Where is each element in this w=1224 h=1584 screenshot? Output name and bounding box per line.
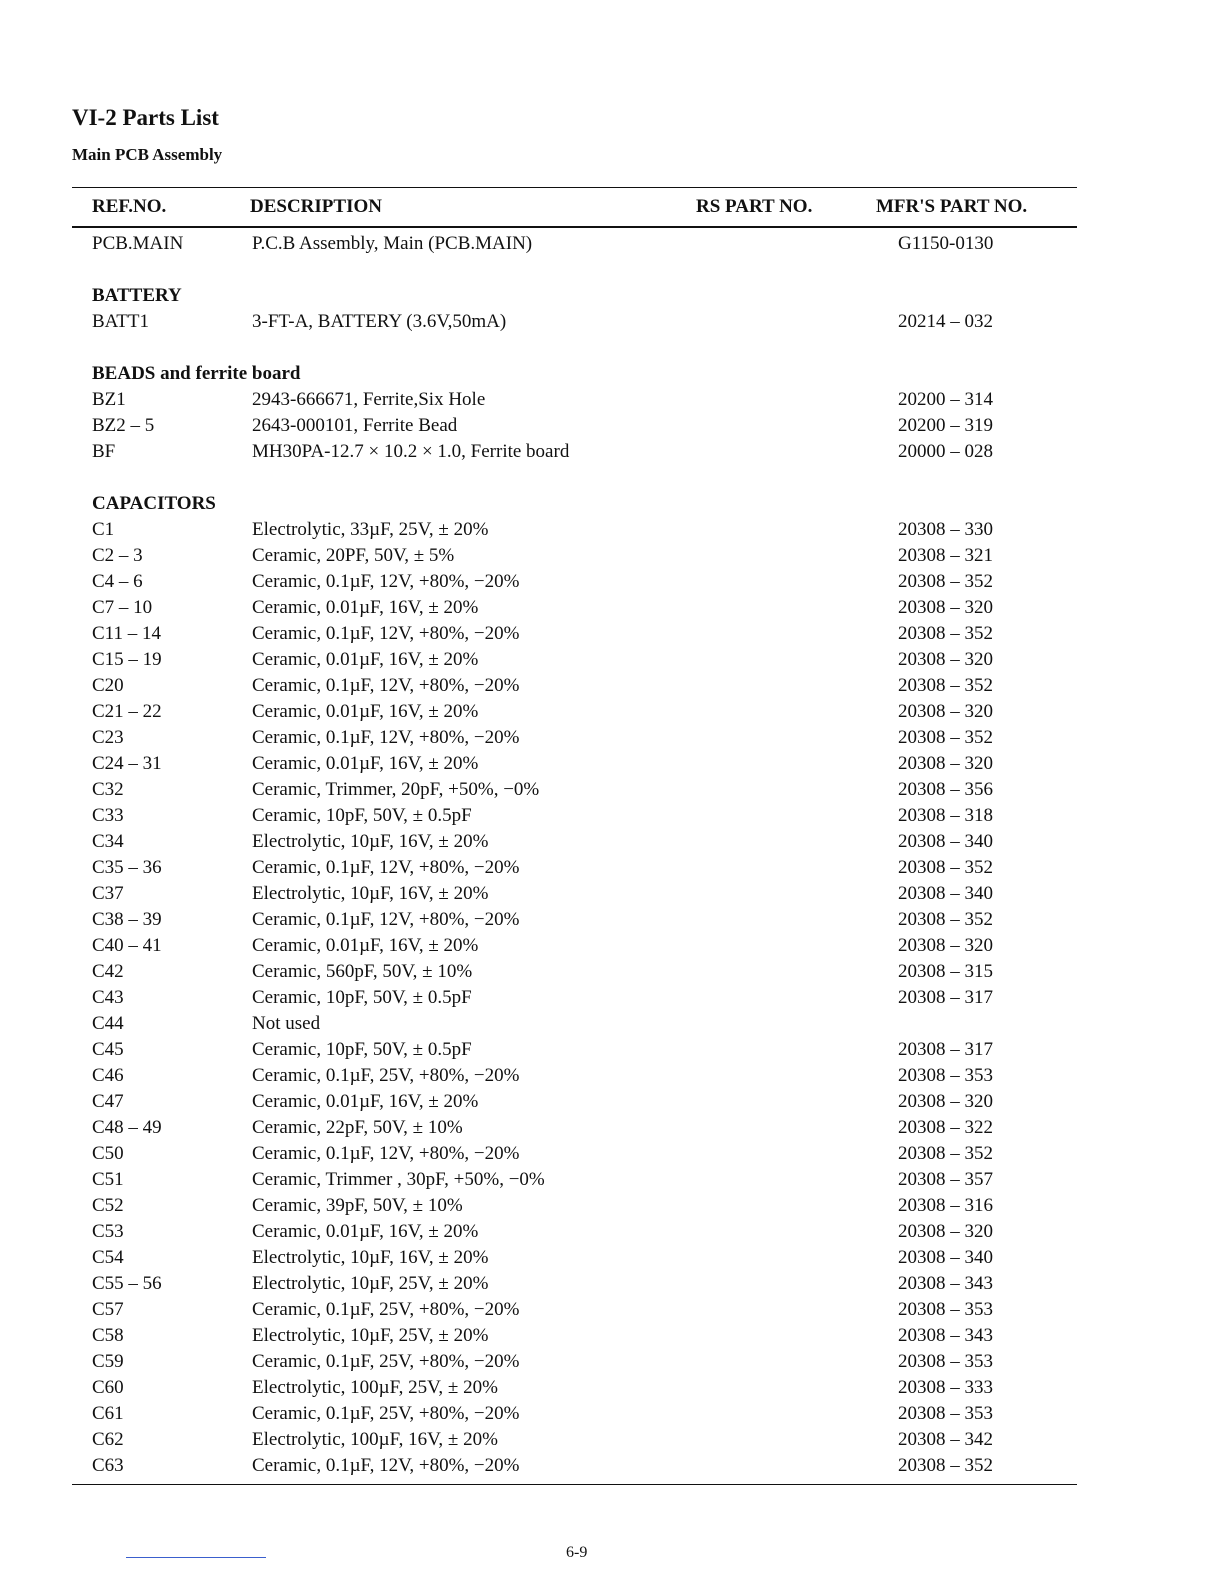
mfr-part-cell: 20308 – 352 bbox=[898, 1143, 993, 1164]
ref-no-cell: C34 bbox=[92, 831, 124, 852]
ref-no-cell: C38 – 39 bbox=[92, 909, 162, 930]
spacer-row bbox=[0, 465, 1224, 491]
table-row bbox=[0, 387, 1224, 413]
ref-no-cell: C45 bbox=[92, 1039, 124, 1060]
ref-no-cell: C63 bbox=[92, 1455, 124, 1476]
table-row bbox=[0, 933, 1224, 959]
table-row bbox=[0, 1349, 1224, 1375]
header-ref-no: REF.NO. bbox=[92, 196, 167, 217]
description-cell: Ceramic, 20PF, 50V, ± 5% bbox=[252, 545, 455, 566]
description-cell: Ceramic, 0.01µF, 16V, ± 20% bbox=[252, 1091, 479, 1112]
table-row bbox=[0, 413, 1224, 439]
description-cell: Ceramic, 0.1µF, 12V, +80%, −20% bbox=[252, 571, 520, 592]
mfr-part-cell: 20308 – 340 bbox=[898, 1247, 993, 1268]
table-row bbox=[0, 647, 1224, 673]
description-cell: Ceramic, 0.01µF, 16V, ± 20% bbox=[252, 753, 479, 774]
ref-no-cell: C43 bbox=[92, 987, 124, 1008]
ref-no-cell: C21 – 22 bbox=[92, 701, 162, 722]
mfr-part-cell: 20308 – 318 bbox=[898, 805, 993, 826]
description-cell: Ceramic, 10pF, 50V, ± 0.5pF bbox=[252, 987, 472, 1008]
description-cell: Ceramic, 0.01µF, 16V, ± 20% bbox=[252, 1221, 479, 1242]
ref-no-cell: C20 bbox=[92, 675, 124, 696]
mfr-part-cell: 20308 – 320 bbox=[898, 701, 993, 722]
table-row bbox=[0, 699, 1224, 725]
mfr-part-cell: 20308 – 343 bbox=[898, 1325, 993, 1346]
page-title: VI-2 Parts List bbox=[72, 105, 219, 130]
ref-no-cell: BZ1 bbox=[92, 389, 126, 410]
parts-table-body bbox=[0, 231, 1224, 1479]
section-subtitle: Main PCB Assembly bbox=[72, 145, 223, 164]
table-top-rule bbox=[72, 187, 1077, 188]
group-heading-row bbox=[0, 283, 1224, 309]
table-row bbox=[0, 1245, 1224, 1271]
ref-no-cell: C55 – 56 bbox=[92, 1273, 162, 1294]
table-row bbox=[0, 1453, 1224, 1479]
table-row bbox=[0, 1063, 1224, 1089]
mfr-part-cell: 20214 – 032 bbox=[898, 311, 993, 332]
description-cell: Ceramic, 0.1µF, 12V, +80%, −20% bbox=[252, 1143, 520, 1164]
description-cell: Ceramic, 0.1µF, 12V, +80%, −20% bbox=[252, 727, 520, 748]
mfr-part-cell: 20308 – 320 bbox=[898, 1221, 993, 1242]
table-row bbox=[0, 1375, 1224, 1401]
ref-no-cell: C33 bbox=[92, 805, 124, 826]
ref-no-cell: C57 bbox=[92, 1299, 124, 1320]
table-row bbox=[0, 1219, 1224, 1245]
table-row bbox=[0, 855, 1224, 881]
table-bottom-rule bbox=[72, 1484, 1077, 1485]
header-description: DESCRIPTION bbox=[250, 196, 382, 217]
mfr-part-cell: 20308 – 340 bbox=[898, 831, 993, 852]
table-row bbox=[0, 1011, 1224, 1037]
ref-no-cell: C47 bbox=[92, 1091, 124, 1112]
ref-no-cell: C40 – 41 bbox=[92, 935, 162, 956]
mfr-part-cell: 20308 – 352 bbox=[898, 1455, 993, 1476]
mfr-part-cell: 20308 – 321 bbox=[898, 545, 993, 566]
table-row bbox=[0, 309, 1224, 335]
table-row bbox=[0, 1089, 1224, 1115]
table-header-rule bbox=[72, 226, 1077, 228]
ref-no-cell: C46 bbox=[92, 1065, 124, 1086]
table-row bbox=[0, 517, 1224, 543]
description-cell: 3-FT-A, BATTERY (3.6V,50mA) bbox=[252, 311, 507, 332]
table-row bbox=[0, 1323, 1224, 1349]
mfr-part-cell: 20308 – 353 bbox=[898, 1351, 993, 1372]
header-mfr-part-no: MFR'S PART NO. bbox=[876, 196, 1028, 217]
description-cell: Electrolytic, 10µF, 25V, ± 20% bbox=[252, 1325, 489, 1346]
table-row bbox=[0, 1115, 1224, 1141]
description-cell: Ceramic, 0.1µF, 12V, +80%, −20% bbox=[252, 623, 520, 644]
description-cell: Ceramic, 0.1µF, 25V, +80%, −20% bbox=[252, 1065, 520, 1086]
mfr-part-cell: 20308 – 333 bbox=[898, 1377, 993, 1398]
table-row bbox=[0, 803, 1224, 829]
mfr-part-cell: 20308 – 320 bbox=[898, 935, 993, 956]
ref-no-cell: BATT1 bbox=[92, 311, 149, 332]
description-cell: Ceramic, 0.1µF, 12V, +80%, −20% bbox=[252, 857, 520, 878]
mfr-part-cell: 20308 – 320 bbox=[898, 649, 993, 670]
description-cell: Ceramic, 0.01µF, 16V, ± 20% bbox=[252, 935, 479, 956]
table-row bbox=[0, 1297, 1224, 1323]
ref-no-cell: C23 bbox=[92, 727, 124, 748]
table-row bbox=[0, 1193, 1224, 1219]
ref-no-cell: PCB.MAIN bbox=[92, 233, 184, 254]
table-row bbox=[0, 595, 1224, 621]
description-cell: Not used bbox=[252, 1013, 321, 1034]
description-cell: Ceramic, 22pF, 50V, ± 10% bbox=[252, 1117, 463, 1138]
description-cell: 2943-666671, Ferrite,Six Hole bbox=[252, 389, 486, 410]
ref-no-cell: C37 bbox=[92, 883, 124, 904]
mfr-part-cell: 20308 – 352 bbox=[898, 571, 993, 592]
description-cell: Electrolytic, 100µF, 16V, ± 20% bbox=[252, 1429, 498, 1450]
ref-no-cell: C15 – 19 bbox=[92, 649, 162, 670]
ref-no-cell: C51 bbox=[92, 1169, 124, 1190]
ref-no-cell: C48 – 49 bbox=[92, 1117, 162, 1138]
spacer-row bbox=[0, 257, 1224, 283]
table-row bbox=[0, 959, 1224, 985]
ref-no-cell: C1 bbox=[92, 519, 115, 540]
table-row bbox=[0, 1141, 1224, 1167]
ref-no-cell: BF bbox=[92, 441, 116, 462]
header-rs-part-no: RS PART NO. bbox=[696, 196, 813, 217]
description-cell: Ceramic, 0.1µF, 12V, +80%, −20% bbox=[252, 909, 520, 930]
group-heading-row bbox=[0, 361, 1224, 387]
mfr-part-cell: 20308 – 320 bbox=[898, 1091, 993, 1112]
page-number: 6-9 bbox=[566, 1544, 588, 1561]
ref-no-cell: C54 bbox=[92, 1247, 124, 1268]
ref-no-cell: BZ2 – 5 bbox=[92, 415, 155, 436]
description-cell: Electrolytic, 10µF, 16V, ± 20% bbox=[252, 831, 489, 852]
mfr-part-cell: 20308 – 352 bbox=[898, 857, 993, 878]
mfr-part-cell: 20308 – 330 bbox=[898, 519, 993, 540]
table-row bbox=[0, 777, 1224, 803]
table-row bbox=[0, 1401, 1224, 1427]
mfr-part-cell: 20308 – 343 bbox=[898, 1273, 993, 1294]
description-cell: Electrolytic, 100µF, 25V, ± 20% bbox=[252, 1377, 498, 1398]
mfr-part-cell: 20308 – 352 bbox=[898, 675, 993, 696]
table-row bbox=[0, 673, 1224, 699]
ref-no-cell: C32 bbox=[92, 779, 124, 800]
description-cell: Ceramic, 0.01µF, 16V, ± 20% bbox=[252, 701, 479, 722]
mfr-part-cell: 20308 – 320 bbox=[898, 753, 993, 774]
description-cell: Ceramic, 0.01µF, 16V, ± 20% bbox=[252, 649, 479, 670]
table-row bbox=[0, 1037, 1224, 1063]
table-row bbox=[0, 1167, 1224, 1193]
mfr-part-cell: 20308 – 315 bbox=[898, 961, 993, 982]
ref-no-cell: C7 – 10 bbox=[92, 597, 153, 618]
mfr-part-cell: 20308 – 317 bbox=[898, 1039, 993, 1060]
description-cell: Ceramic, 0.1µF, 12V, +80%, −20% bbox=[252, 675, 520, 696]
mfr-part-cell: 20308 – 352 bbox=[898, 727, 993, 748]
mfr-part-cell: 20308 – 342 bbox=[898, 1429, 993, 1450]
description-cell: Ceramic, 39pF, 50V, ± 10% bbox=[252, 1195, 463, 1216]
ref-no-cell: C11 – 14 bbox=[92, 623, 161, 644]
ref-no-cell: C42 bbox=[92, 961, 124, 982]
description-cell: Ceramic, Trimmer , 30pF, +50%, −0% bbox=[252, 1169, 545, 1190]
ref-no-cell: C61 bbox=[92, 1403, 124, 1424]
mfr-part-cell: 20308 – 357 bbox=[898, 1169, 993, 1190]
table-row bbox=[0, 621, 1224, 647]
description-cell: Electrolytic, 10µF, 16V, ± 20% bbox=[252, 883, 489, 904]
description-cell: Ceramic, 0.1µF, 25V, +80%, −20% bbox=[252, 1403, 520, 1424]
description-cell: Ceramic, 0.01µF, 16V, ± 20% bbox=[252, 597, 479, 618]
mfr-part-cell: 20308 – 320 bbox=[898, 597, 993, 618]
table-row bbox=[0, 985, 1224, 1011]
group-heading: BEADS and ferrite board bbox=[92, 363, 301, 384]
description-cell: Ceramic, 560pF, 50V, ± 10% bbox=[252, 961, 473, 982]
description-cell: P.C.B Assembly, Main (PCB.MAIN) bbox=[252, 233, 533, 254]
description-cell: Ceramic, 10pF, 50V, ± 0.5pF bbox=[252, 1039, 472, 1060]
table-row bbox=[0, 829, 1224, 855]
mfr-part-cell: 20308 – 353 bbox=[898, 1299, 993, 1320]
description-cell: Electrolytic, 10µF, 25V, ± 20% bbox=[252, 1273, 489, 1294]
mfr-part-cell: 20308 – 353 bbox=[898, 1065, 993, 1086]
mfr-part-cell: 20308 – 317 bbox=[898, 987, 993, 1008]
description-cell: MH30PA-12.7 × 10.2 × 1.0, Ferrite board bbox=[252, 441, 570, 462]
description-cell: Electrolytic, 33µF, 25V, ± 20% bbox=[252, 519, 489, 540]
ref-no-cell: C53 bbox=[92, 1221, 124, 1242]
ref-no-cell: C50 bbox=[92, 1143, 124, 1164]
table-row bbox=[0, 907, 1224, 933]
description-cell: Electrolytic, 10µF, 16V, ± 20% bbox=[252, 1247, 489, 1268]
table-row bbox=[0, 1427, 1224, 1453]
table-row bbox=[0, 543, 1224, 569]
mfr-part-cell: 20200 – 319 bbox=[898, 415, 993, 436]
ref-no-cell: C60 bbox=[92, 1377, 124, 1398]
group-heading-row bbox=[0, 491, 1224, 517]
group-heading: CAPACITORS bbox=[92, 493, 216, 514]
ref-no-cell: C52 bbox=[92, 1195, 124, 1216]
table-row bbox=[0, 231, 1224, 257]
spacer-row bbox=[0, 335, 1224, 361]
mfr-part-cell: G1150-0130 bbox=[898, 233, 994, 254]
description-cell: Ceramic, 0.1µF, 25V, +80%, −20% bbox=[252, 1351, 520, 1372]
description-cell: Ceramic, 0.1µF, 25V, +80%, −20% bbox=[252, 1299, 520, 1320]
mfr-part-cell: 20308 – 352 bbox=[898, 623, 993, 644]
mfr-part-cell: 20308 – 322 bbox=[898, 1117, 993, 1138]
group-heading: BATTERY bbox=[92, 285, 182, 306]
mfr-part-cell: 20308 – 356 bbox=[898, 779, 993, 800]
table-row bbox=[0, 881, 1224, 907]
ref-no-cell: C58 bbox=[92, 1325, 124, 1346]
ref-no-cell: C35 – 36 bbox=[92, 857, 162, 878]
mfr-part-cell: 20308 – 316 bbox=[898, 1195, 993, 1216]
description-cell: Ceramic, 0.1µF, 12V, +80%, −20% bbox=[252, 1455, 520, 1476]
mfr-part-cell: 20308 – 340 bbox=[898, 883, 993, 904]
table-row bbox=[0, 569, 1224, 595]
ref-no-cell: C4 – 6 bbox=[92, 571, 143, 592]
description-cell: 2643-000101, Ferrite Bead bbox=[252, 415, 458, 436]
mfr-part-cell: 20308 – 352 bbox=[898, 909, 993, 930]
table-row bbox=[0, 751, 1224, 777]
ref-no-cell: C44 bbox=[92, 1013, 124, 1034]
ref-no-cell: C24 – 31 bbox=[92, 753, 162, 774]
mfr-part-cell: 20000 – 028 bbox=[898, 441, 993, 462]
description-cell: Ceramic, Trimmer, 20pF, +50%, −0% bbox=[252, 779, 540, 800]
mfr-part-cell: 20200 – 314 bbox=[898, 389, 993, 410]
description-cell: Ceramic, 10pF, 50V, ± 0.5pF bbox=[252, 805, 472, 826]
table-header bbox=[0, 196, 1224, 220]
ref-no-cell: C59 bbox=[92, 1351, 124, 1372]
table-row bbox=[0, 1271, 1224, 1297]
footer-link-line bbox=[126, 1557, 266, 1558]
mfr-part-cell: 20308 – 353 bbox=[898, 1403, 993, 1424]
table-row bbox=[0, 725, 1224, 751]
ref-no-cell: C2 – 3 bbox=[92, 545, 143, 566]
table-row bbox=[0, 439, 1224, 465]
ref-no-cell: C62 bbox=[92, 1429, 124, 1450]
